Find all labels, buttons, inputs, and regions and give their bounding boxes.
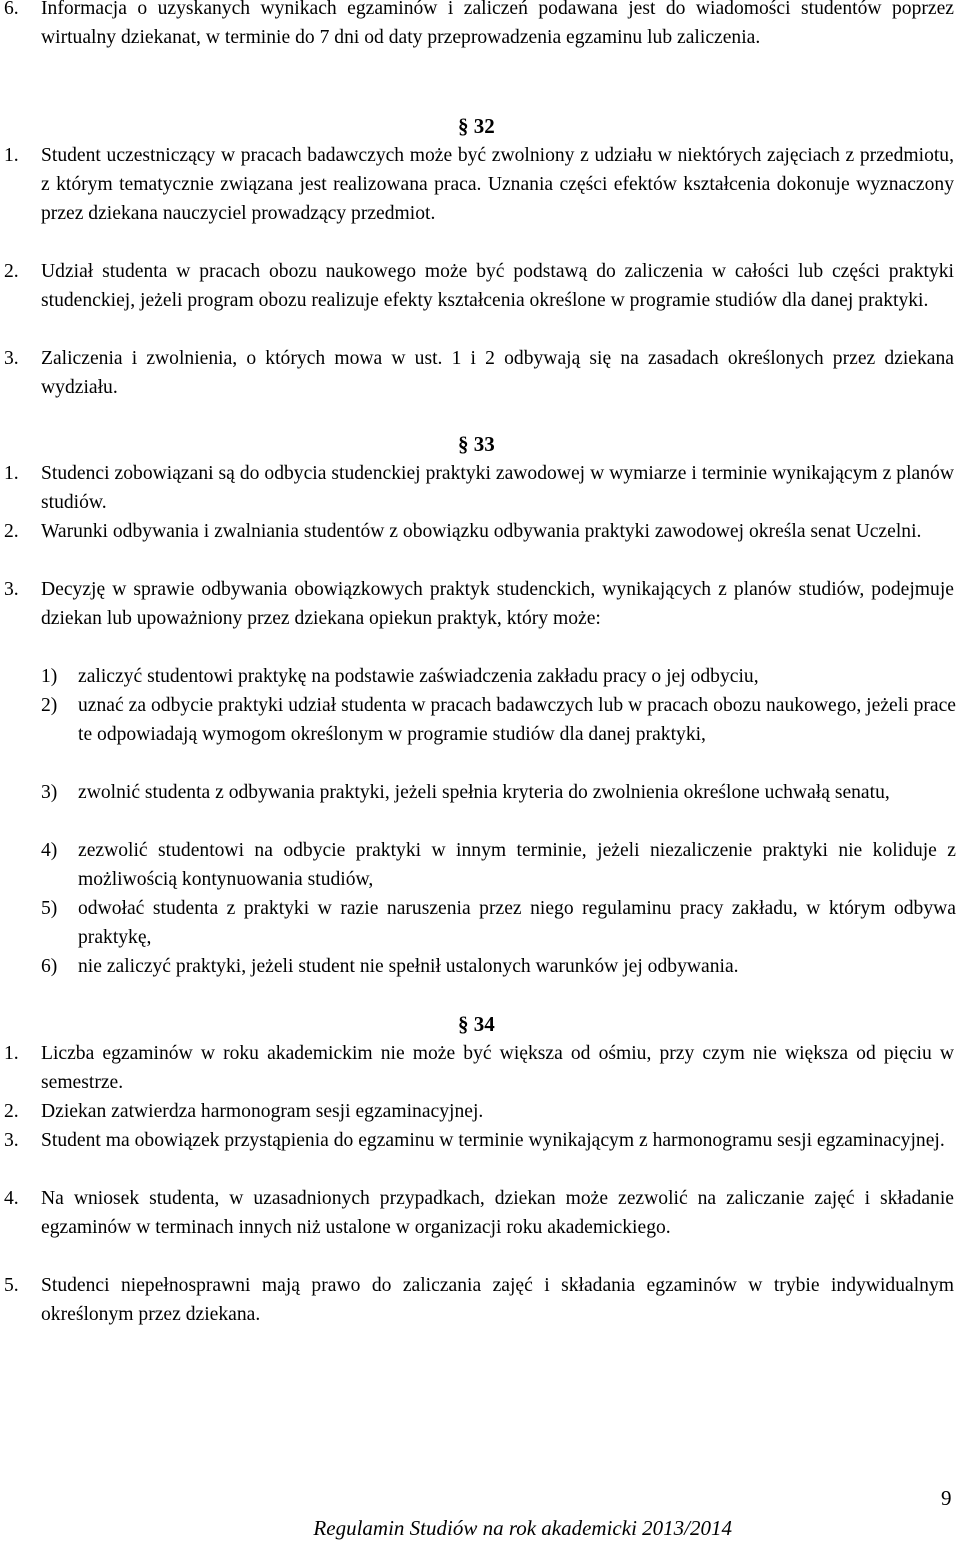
- subitem-6: [41, 952, 956, 981]
- paragraph-34-1: [4, 1039, 954, 1097]
- item-number: 2.: [4, 521, 19, 542]
- paragraph-33-3: [4, 575, 954, 633]
- paragraph-34-4: [4, 1184, 954, 1242]
- item-text: Warunki odbywania i zwalniania studentów z obowiązku odbywania praktyki zawodowej określa senat Uczelni.: [41, 521, 922, 542]
- paragraph-34-3: [4, 1126, 954, 1155]
- item-text: Student ma obowiązek przystąpienia do egzaminu w terminie wynikającym z harmonogramu sesji egzaminacyjnej.: [41, 1130, 945, 1151]
- item-number: 1.: [4, 145, 19, 166]
- section-heading-33: § 33: [458, 432, 495, 456]
- subitem-5: [41, 894, 956, 952]
- subitem-number: 5): [41, 898, 58, 919]
- page-footer: Regulamin Studiów na rok akademicki 2013/2014: [313, 1516, 732, 1540]
- subitem-number: 3): [41, 782, 58, 803]
- item-number: 4.: [4, 1188, 19, 1209]
- page-number: 9: [941, 1486, 952, 1510]
- subitem-text: odwołać studenta z praktyki w razie naruszenia przez niego regulaminu pracy zakładu, w którym odbywa praktykę,: [78, 898, 956, 948]
- subitem-4: [41, 836, 956, 894]
- item-number: 3.: [4, 1130, 19, 1151]
- subitem-number: 6): [41, 956, 58, 977]
- item-text: Udział studenta w pracach obozu naukowego może być podstawą do zaliczenia w całości lub części praktyki studenckiej, jeżeli program obozu realizuje efekty kształcenia określone w programie studiów dla danej praktyki.: [41, 261, 954, 311]
- item-text: Na wniosek studenta, w uzasadnionych przypadkach, dziekan może zezwolić na zaliczanie zajęć i składanie egzaminów w terminach innych niż ustalone w organizacji roku akademickiego.: [41, 1188, 954, 1238]
- item-text: Dziekan zatwierdza harmonogram sesji egzaminacyjnej.: [41, 1101, 484, 1122]
- paragraph-32-3: [4, 344, 954, 402]
- item-text: Decyzję w sprawie odbywania obowiązkowych praktyk studenckich, wynikających z planów studiów, podejmuje dziekan lub upoważniony przez dziekana opiekun praktyk, który może:: [41, 579, 954, 629]
- paragraph-33-2: [4, 517, 954, 546]
- subitem-number: 2): [41, 695, 58, 716]
- section-heading-32: § 32: [458, 114, 495, 138]
- paragraph-32-1: [4, 141, 954, 228]
- item-number: 3.: [4, 348, 19, 369]
- subitem-text: nie zaliczyć praktyki, jeżeli student nie spełnił ustalonych warunków jej odbywania.: [78, 956, 739, 977]
- item-number: 2.: [4, 1101, 19, 1122]
- paragraph-33-1: [4, 459, 954, 517]
- item-text: Studenci zobowiązani są do odbycia studenckiej praktyki zawodowej w wymiarze i terminie wynikającym z planów studiów.: [41, 463, 954, 513]
- subitem-1: [41, 662, 956, 691]
- item-text: Student uczestniczący w pracach badawczych może być zwolniony z udziału w niektórych zajęciach z przedmiotu, z którym tematycznie związana jest realizowana praca. Uznania części efektów kształcenia dokonuje wyznaczony przez dziekana nauczyciel prowadzący przedmiot.: [41, 145, 954, 224]
- subitem-text: zezwolić studentowi na odbycie praktyki w innym terminie, jeżeli niezaliczenie praktyki nie koliduje z możliwością kontynuowania studiów,: [78, 840, 956, 890]
- subitem-number: 1): [41, 666, 58, 687]
- item-number: 1.: [4, 1043, 19, 1064]
- item-number: 2.: [4, 261, 19, 282]
- subitem-text: zaliczyć studentowi praktykę na podstawie zaświadczenia zakładu pracy o jej odbyciu,: [78, 666, 759, 687]
- item-text: Zaliczenia i zwolnienia, o których mowa w ust. 1 i 2 odbywają się na zasadach określonych przez dziekana wydziału.: [41, 348, 954, 398]
- paragraph-34-2: [4, 1097, 954, 1126]
- subitem-3: [41, 778, 956, 807]
- subitem-number: 4): [41, 840, 58, 861]
- item-text: Liczba egzaminów w roku akademickim nie może być większa od ośmiu, przy czym nie większa od pięciu w semestrze.: [41, 1043, 954, 1093]
- item-number: 1.: [4, 463, 19, 484]
- paragraph-6: [4, 0, 954, 52]
- item-number: 6.: [4, 0, 19, 19]
- item-text: Informacja o uzyskanych wynikach egzaminów i zaliczeń podawana jest do wiadomości studentów poprzez wirtualny dziekanat, w terminie do 7 dni od daty przeprowadzenia egzaminu lub zaliczenia.: [41, 0, 954, 48]
- paragraph-34-5: [4, 1271, 954, 1329]
- paragraph-32-2: [4, 257, 954, 315]
- subitem-text: zwolnić studenta z odbywania praktyki, jeżeli spełnia kryteria do zwolnienia określone uchwałą senatu,: [78, 782, 890, 803]
- subitem-text: uznać za odbycie praktyki udział studenta w pracach badawczych lub w pracach obozu naukowego, jeżeli prace te odpowiadają wymogom określonym w programie studiów dla danej praktyki,: [78, 695, 956, 745]
- subitem-2: [41, 691, 956, 749]
- section-heading-34: § 34: [458, 1012, 495, 1036]
- item-number: 5.: [4, 1275, 19, 1296]
- item-number: 3.: [4, 579, 19, 600]
- item-text: Studenci niepełnosprawni mają prawo do zaliczania zajęć i składania egzaminów w trybie indywidualnym określonym przez dziekana.: [41, 1275, 954, 1325]
